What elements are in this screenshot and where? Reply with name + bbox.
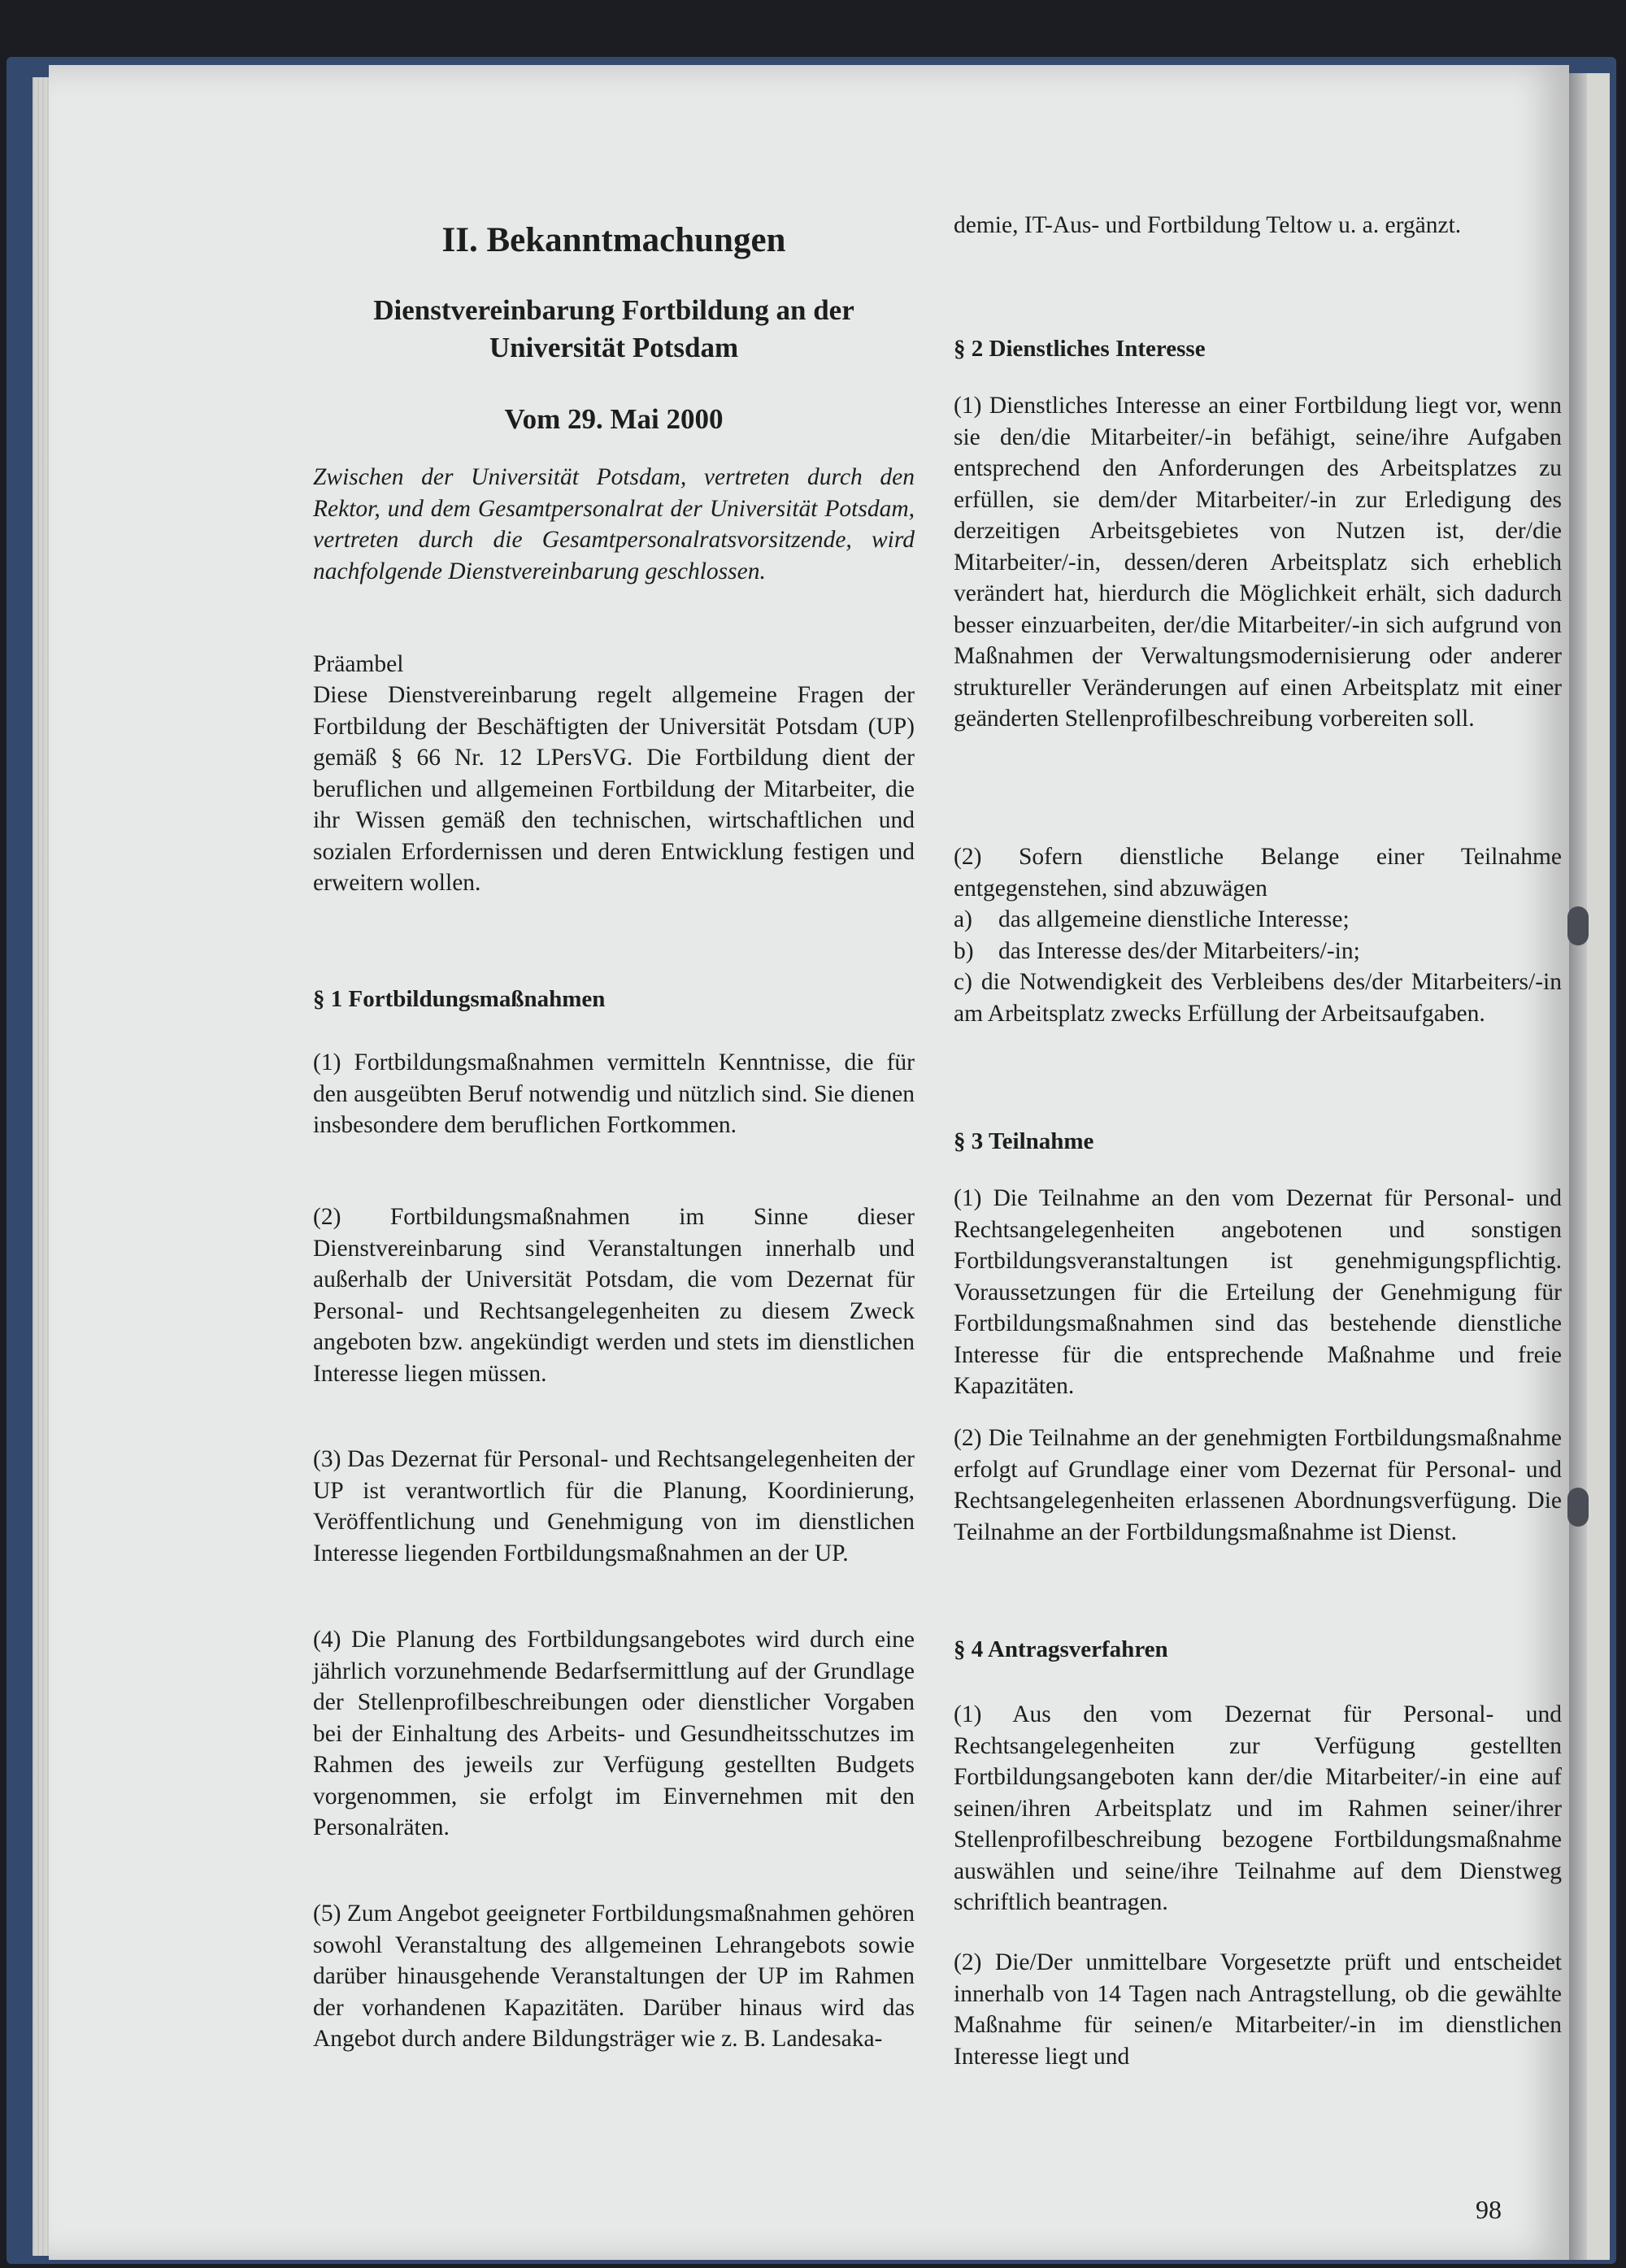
list-item — [954, 936, 1562, 967]
section-1-para-4: (4) Die Planung des Fortbildungsangebotes wird durch eine jährlich vorzunehmende Bedarfsermittlung auf der Grundlage der Stellenprofilbeschreibungen oder dienstlicher Vorgaben bei der Einhaltung des Arbeits- und Gesundheitsschutzes im Rahmen des jeweils zur Verfügung gestellten Budgets vorgenommen, sie erfolgt im Einvernehmen mit den Personalräten. — [313, 1627, 915, 1840]
section-2-list — [954, 904, 1562, 1029]
section-4-para-2: (2) Die/Der unmittelbare Vorgesetzte prüft und entscheidet innerhalb von 14 Tagen nach Antragstellung, ob die gewählte Maßnahme für seinen/e Mitarbeiter/-in im dienstlichen Interesse liegt und — [954, 1949, 1562, 2070]
section-1-para-2: (2) Fortbildungsmaßnahmen im Sinne dieser Dienstvereinbarung sind Veranstaltungen innerhalb und außerhalb der Universität Potsdam, die vom Dezernat für Personal- und Rechtsangelegenheiten zu diesem Zweck angeboten bzw. angekündigt werden und stets im dienstlichen Interesse liegen müssen. — [313, 1204, 915, 1387]
document-page — [49, 65, 1569, 2260]
intro-paragraph: Zwischen der Universität Potsdam, vertreten durch den Rektor, und dem Gesamtpersonalrat der Universität Potsdam, vertreten durch die Gesamtpersonalratsvorsitzende, wird nachfolgende Dienstvereinbarung geschlossen. — [313, 464, 915, 584]
section-1-para-1: (1) Fortbildungsmaßnahmen vermitteln Kenntnisse, die für den ausgeübten Beruf notwendig und nützlich sind. Sie dienen insbesondere dem beruflichen Fortkommen. — [313, 1049, 915, 1138]
section-2-heading: § 2 Dienstliches Interesse — [954, 336, 1206, 362]
page-number: 98 — [1476, 2195, 1502, 2224]
list-text: das Interesse des/der Mitarbeiters/-in; — [998, 937, 1360, 964]
list-text: das allgemeine dienstliche Interesse; — [998, 906, 1350, 932]
section-1-para-5-continued: demie, IT-Aus- und Fortbildung Teltow u. a. ergänzt. — [954, 212, 1462, 238]
page-edges-right — [1569, 73, 1610, 2260]
document-title-line1: Dienstvereinbarung Fortbildung an der — [373, 294, 854, 326]
section-1-heading: § 1 Fortbildungsmaßnahmen — [313, 986, 606, 1012]
section-title: II. Bekanntmachungen — [441, 221, 786, 259]
section-4-heading: § 4 Antragsverfahren — [954, 1636, 1168, 1662]
section-4-para-1: (1) Aus den vom Dezernat für Personal- und Rechtsangelegenheiten zur Verfügung gestellten Fortbildungsangeboten kann der/die Mitarbeiter/-in eine auf seinen/ihren Arbeitsplatz und im Rahmen seiner/ihrer Stellenprofilbeschreibung bezogene Fortbildungsmaßnahme auswählen und seine/ihre Teilnahme auf dem Dienstweg schriftlich beantragen. — [954, 1701, 1562, 1915]
section-2-para-2-intro: (2) Sofern dienstliche Belange einer Teilnahme entgegenstehen, sind abzuwägen — [954, 844, 1562, 902]
document-date: Vom 29. Mai 2000 — [504, 403, 724, 435]
section-1-para-5: (5) Zum Angebot geeigneter Fortbildungsmaßnahmen gehören sowohl Veranstaltung des allgemeinen Lehrangebots sowie darüber hinausgehende Veranstaltungen der UP im Rahmen der vorhandenen Kapazitäten. Darüber hinaus wird das Angebot durch andere Bildungsträger wie z. B. Landesaka- — [313, 1901, 915, 2052]
list-item — [954, 904, 1562, 936]
list-marker: b) — [954, 937, 974, 964]
document-title-line2: Universität Potsdam — [489, 332, 739, 363]
binding-clip-top — [1567, 906, 1589, 945]
preamble-heading: Präambel — [313, 651, 404, 677]
section-3-para-2: (2) Die Teilnahme an der genehmigten Fortbildungsmaßnahme erfolgt auf Grundlage einer vom Dezernat für Personal- und Rechtsangelegenheiten erlassenen Abordnungsverfügung. Die Teilnahme an der Fortbildungsmaßnahme ist Dienst. — [954, 1425, 1562, 1545]
list-marker: a) — [954, 906, 972, 932]
section-1-para-3: (3) Das Dezernat für Personal- und Rechtsangelegenheiten der UP ist verantwortlich für die Planung, Koordinierung, Veröffentlichung und Genehmigung von im dienstlichen Interesse liegenden Fortbildungsmaßnahmen an der UP. — [313, 1446, 915, 1566]
list-text: die Notwendigkeit des Verbleibens des/der Mitarbeiters/-in am Arbeitsplatz zwecks Erfüllung der Arbeitsaufgaben. — [954, 969, 1562, 1027]
section-3-heading: § 3 Teilnahme — [954, 1128, 1094, 1154]
binding-clip-bottom — [1567, 1488, 1589, 1527]
preamble-text: Diese Dienstvereinbarung regelt allgemeine Fragen der Fortbildung der Beschäftigten der Universität Potsdam (UP) gemäß § 66 Nr. 12 LPersVG. Die Fortbildung dient der beruflichen und allgemeinen Fortbildung der Mitarbeiter, die ihr Wissen gemäß den technischen, wirtschaftlichen und sozialen Erfordernissen und deren Entwicklung festigen und erweitern wollen. — [313, 682, 915, 896]
list-item — [954, 967, 1562, 1029]
section-2-para-1: (1) Dienstliches Interesse an einer Fortbildung liegt vor, wenn sie den/die Mitarbeiter/-in befähigt, seine/ihre Aufgaben entsprechend den Anforderungen des Arbeitsplatzes zu erfüllen, sie dem/der Mitarbeiter/-in zur Erledigung des derzeitigen Arbeitsgebietes von Nutzen ist, der/die Mitarbeiter/-in, dessen/deren Arbeitsplatz sich erheblich verändert hat, hierdurch die Möglichkeit erhält, sich dadurch besser einzuarbeiten, der/die Mitarbeiter/-in sich aufgrund von Maßnahmen der Verwaltungsmodernisierung oder anderer struktureller Veränderungen auf einen Arbeitsplatz mit einer geänderten Stellenprofilbeschreibung vorbereiten soll. — [954, 393, 1562, 732]
list-marker: c) — [954, 969, 972, 995]
section-3-para-1: (1) Die Teilnahme an den vom Dezernat für Personal- und Rechtsangelegenheiten angebotenen und sonstigen Fortbildungsveranstaltungen ist genehmigungspflichtig. Voraussetzungen für die Erteilung der Genehmigung für Fortbildungsmaßnahmen sind das bestehende dienstliche Interesse für die entsprechende Maßnahme und freie Kapazitäten. — [954, 1185, 1562, 1399]
